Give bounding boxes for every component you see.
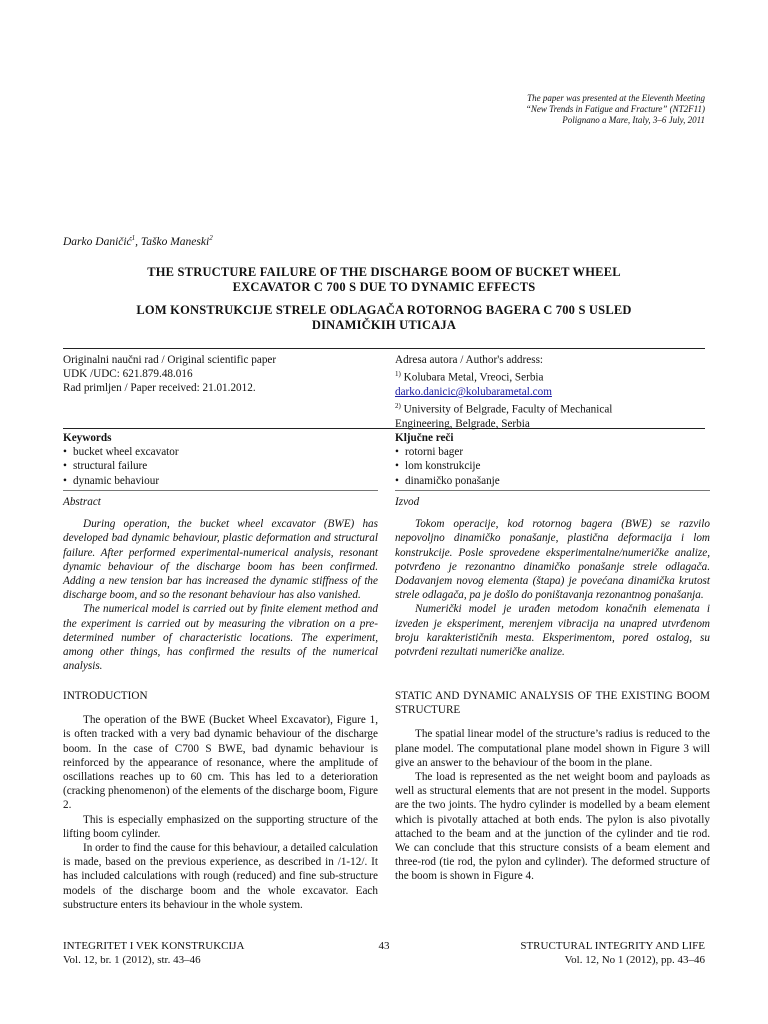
meeting-note <box>526 93 705 126</box>
keyword-item: • dynamic behaviour <box>63 474 378 488</box>
email-link[interactable]: darko.danicic@kolubarametal.com <box>395 386 552 399</box>
author-2-affil: 2 <box>209 234 213 242</box>
affil-1-marker: 1) <box>395 370 401 379</box>
abstract-p1: During operation, the bucket wheel excavator (BWE) has developed bad dynamic behaviour, plastic deformation and structural failure. After performed experimental-numerical analysis, resonant dynamic behaviour of the discharge boom has been confirmed. Adding a new tension bar has increased the dynamic stiffness of the discharge boom, and so the resonant behaviour has also vanished. <box>63 518 378 602</box>
affil-2-marker: 2) <box>395 402 401 411</box>
rule-abstract-right <box>395 490 710 491</box>
analysis-p1: The spatial linear model of the structure’s radius is reduced to the plane model. The computational plane model shown in Figure 3 will give an answer to the behaviour of the boom in the plane. <box>395 728 710 769</box>
footer-left-2: Vol. 12, br. 1 (2012), str. 43–46 <box>63 953 201 966</box>
meeting-line-2: “New Trends in Fatigue and Fracture” (NT2F11) <box>525 104 705 114</box>
izvod-p1: Tokom operacije, kod rotornog bagera (BWE) se razvilo nepovoljno dinamičko ponašanje, plastična deformacija i lom konstrukcije. Posle sprovedene eksperimentalne/numeričke analize, potvrđeno je rezonantno dinamičko ponašanje strele odlagača. Dodavanjem novog elementa (štapa) je povećana dinamička krutost strele odlagača, pa je došlo do poništavanja rezonantnog ponašanja. <box>395 518 710 602</box>
paper-received: Rad primljen / Paper received: 21.01.2012. <box>63 382 256 395</box>
rule-top <box>63 348 705 349</box>
kljucne-list <box>395 445 710 488</box>
title-en-line-1: THE STRUCTURE FAILURE OF THE DISCHARGE BOOM OF BUCKET WHEEL <box>147 265 621 279</box>
izvod-p2: Numerički model je urađen metodom konačnih elemenata i izveden je eksperiment, merenjem vibracija na unapred utvrđenom broju karakterističnih mesta. Eksperimentom, pored ostalog, su potvrđeni rezultati numeričke analize. <box>395 603 710 659</box>
affil-2b: Engineering, Belgrade, Serbia <box>395 418 530 431</box>
kljucna-rec-item: • rotorni bager <box>395 445 710 459</box>
keywords-list <box>63 445 378 488</box>
authors-line <box>63 234 213 248</box>
footer-left-1: INTEGRITET I VEK KONSTRUKCIJA <box>63 940 245 952</box>
keywords-title: Keywords <box>63 432 112 444</box>
footer-right-1: STRUCTURAL INTEGRITY AND LIFE <box>520 940 705 952</box>
page-number: 43 <box>378 940 390 952</box>
izvod-heading: Izvod <box>395 496 420 508</box>
author-separator: , <box>135 235 141 248</box>
introduction-section <box>63 689 378 912</box>
intro-p1: The operation of the BWE (Bucket Wheel Excavator), Figure 1, is often tracked with a very bad dynamic behaviour of the discharge boom. In the case of C700 S BWE, bad dynamic behaviour is reinforced by the appearance of resonance, where the amplitude of oscillations reaches up to 60 cm. This has led to a deterioration (cracking phenomenon) of the elements of the discharge boom, Figure 2. <box>63 714 378 812</box>
address-heading: Adresa autora / Author's address: <box>395 354 544 366</box>
analysis-heading: STATIC AND DYNAMIC ANALYSIS OF THE EXISTING BOOM STRUCTURE <box>395 690 710 717</box>
footer-journal-en <box>520 940 705 967</box>
title-serbian <box>63 303 705 333</box>
rule-mid <box>63 428 705 429</box>
kljucne-block <box>395 431 710 488</box>
affil-2a: University of Belgrade, Faculty of Mechanical <box>400 404 613 417</box>
keywords-block <box>63 431 378 488</box>
title-sr-line-2: DINAMIČKIH UTICAJA <box>311 318 457 332</box>
intro-p2: This is especially emphasized on the supporting structure of the lifting boom cylinder. <box>63 813 378 840</box>
author-address <box>395 353 710 431</box>
abstract-heading: Abstract <box>63 496 101 508</box>
title-sr-line-1: LOM KONSTRUKCIJE STRELE ODLAGAČA ROTORNOG BAGERA C 700 S USLED <box>136 303 632 317</box>
izvod-block <box>395 495 710 659</box>
paper-udk: UDK /UDC: 621.879.48.016 <box>63 368 193 381</box>
meeting-line-1: The paper was presented at the Eleventh Meeting <box>527 93 705 103</box>
meeting-line-3: Polignano a Mare, Italy, 3–6 July, 2011 <box>562 115 705 125</box>
kljucna-rec-item: • dinamičko ponašanje <box>395 474 710 488</box>
author-1: Darko Daničić <box>63 235 132 248</box>
rule-abstract-left <box>63 490 378 491</box>
paper-type: Originalni naučni rad / Original scientific paper <box>63 354 277 366</box>
title-english <box>63 265 705 295</box>
intro-p3: In order to find the cause for this behaviour, a detailed calculation is made, based on the previous experience, as described in /1-12/. It has included calculations with rough (reduced) and fine sub-structure models of the discharge boom and the whole excavator. Each substructure enters its behaviour in the whole system. <box>63 842 378 911</box>
analysis-p2: The load is represented as the net weight boom and payloads as well as structural elements that are not present in the model. Supports are the two joints. The hydro cylinder is modelled by a beam element which is pivotally attached at both ends. The pylon is also pivotally attached to the beam and at the junction of the cylinder and tie rod. We can conclude that this structure consists of a beam element and three-rod (tie rod, the pylon and cylinder). The deformed structure of the boom is shown in Figure 4. <box>395 771 710 883</box>
keyword-item: • bucket wheel excavator <box>63 445 378 459</box>
affil-1: Kolubara Metal, Vreoci, Serbia <box>400 371 544 384</box>
analysis-section <box>395 689 710 884</box>
author-1-affil: 1 <box>131 234 136 242</box>
title-en-line-2: EXCAVATOR C 700 S DUE TO DYNAMIC EFFECTS <box>232 280 536 294</box>
keyword-item: • structural failure <box>63 459 378 473</box>
introduction-heading: INTRODUCTION <box>63 690 148 702</box>
kljucna-rec-item: • lom konstrukcije <box>395 459 710 473</box>
kljucne-title: Ključne reči <box>395 432 454 444</box>
author-2: Taško Maneski <box>140 235 210 248</box>
paper-info <box>63 353 378 396</box>
footer-right-2: Vol. 12, No 1 (2012), pp. 43–46 <box>564 953 705 966</box>
abstract-p2: The numerical model is carried out by finite element method and the experiment is carried out by measuring the vibration on a pre-determined number of characteristic locations. The experiment, among other things, has confirmed the results of the numerical analysis. <box>63 603 378 673</box>
abstract-block <box>63 495 378 673</box>
